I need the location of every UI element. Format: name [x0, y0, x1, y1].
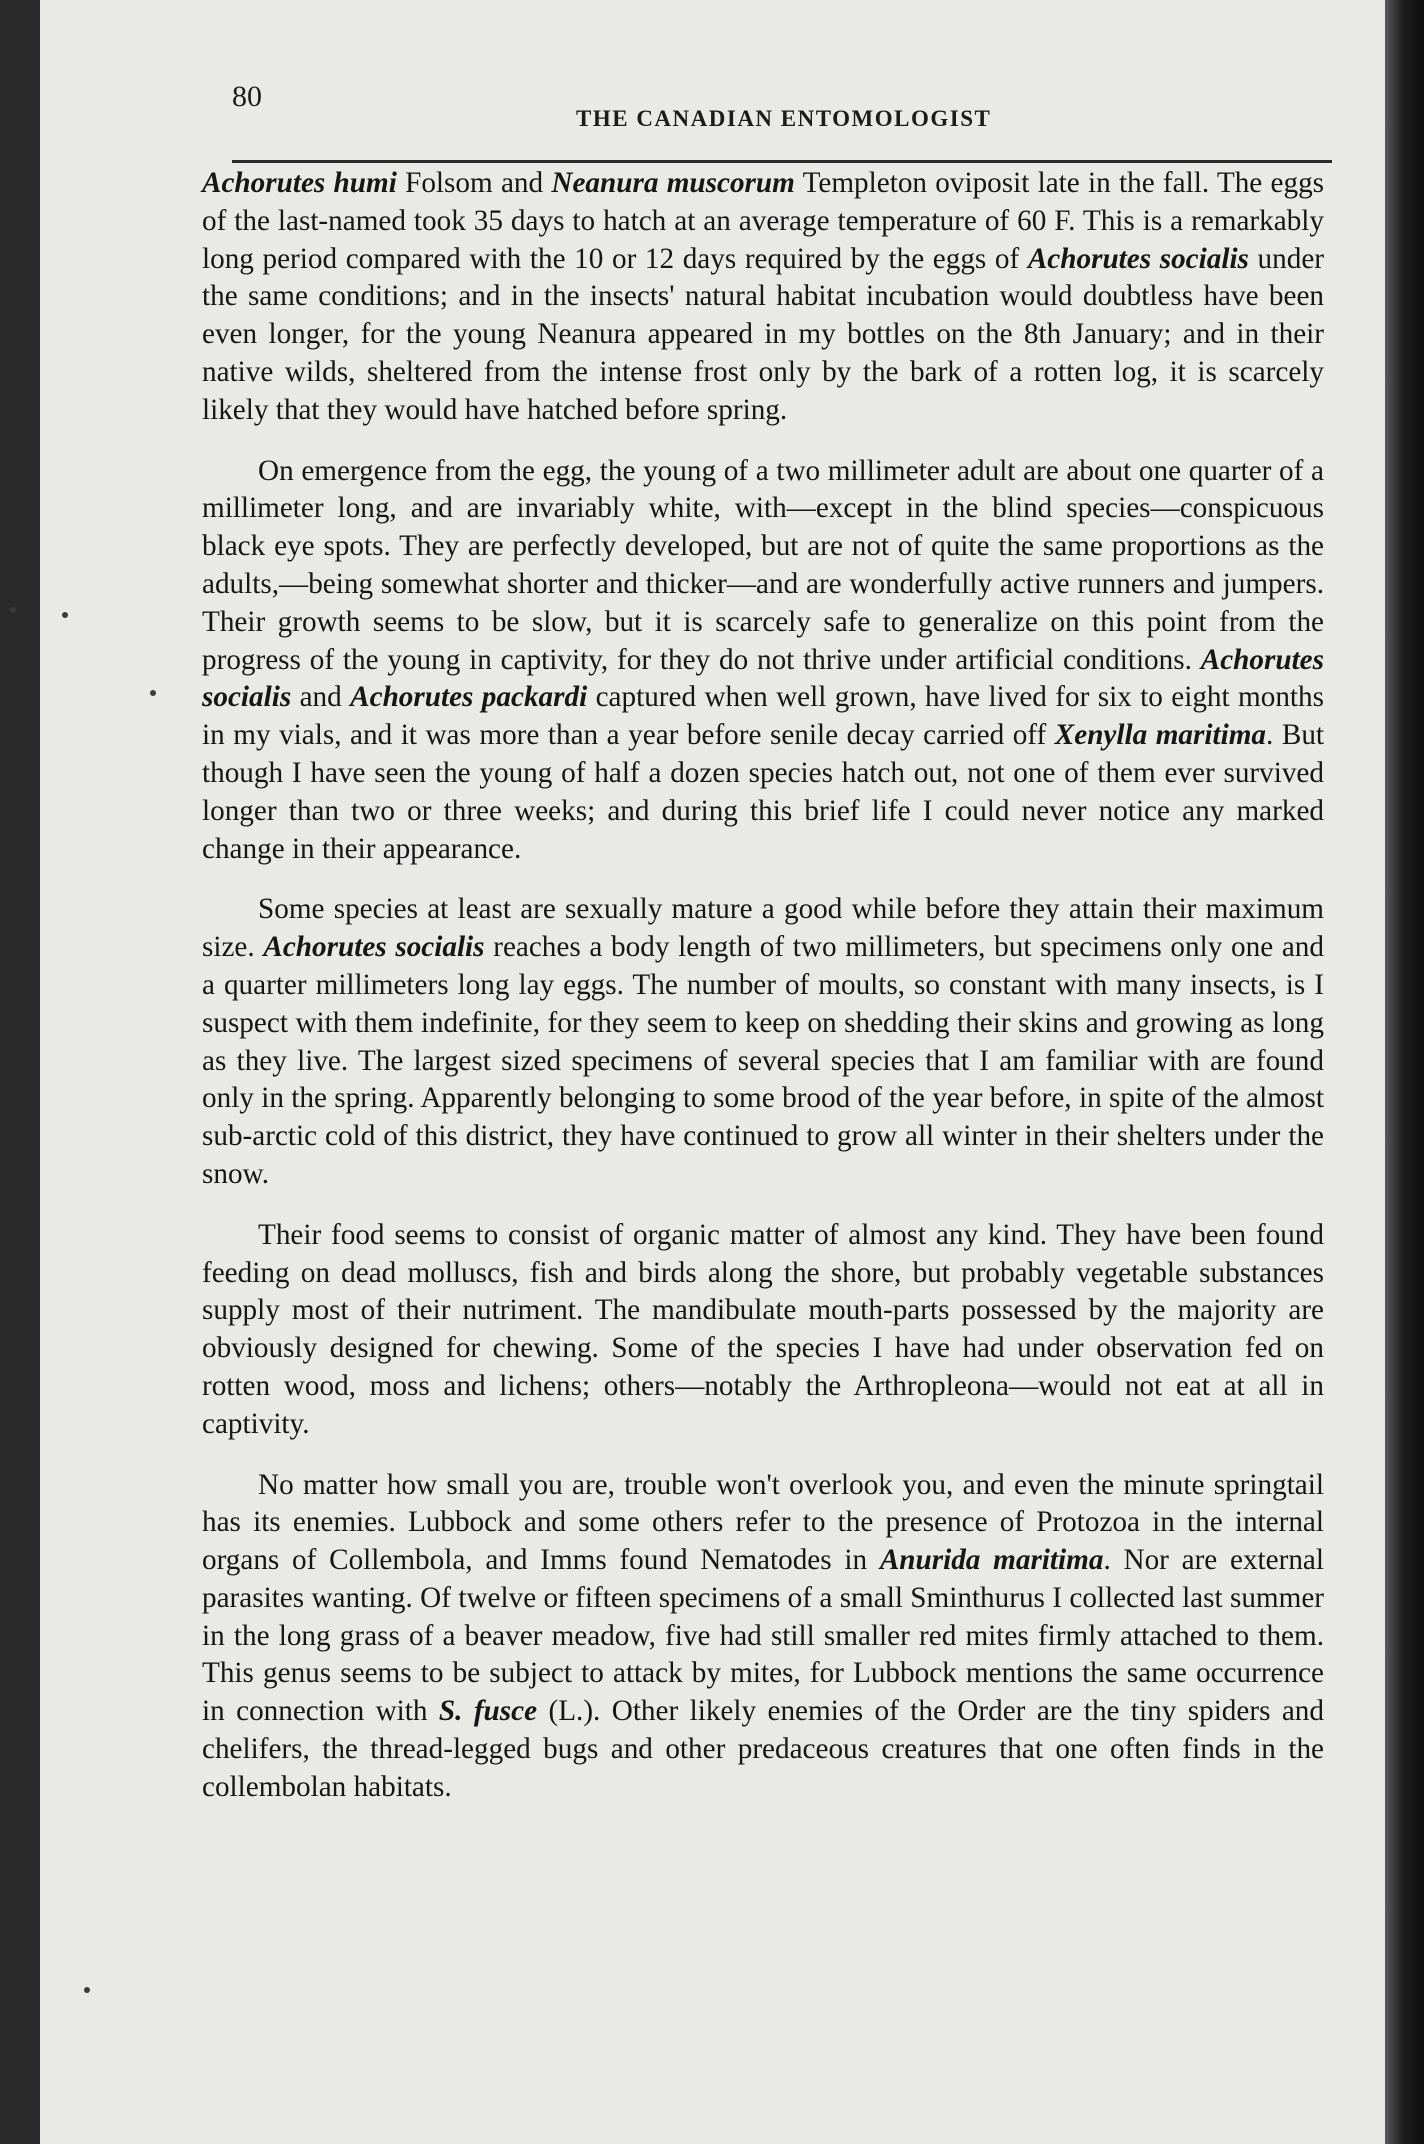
- paragraph: [202, 1467, 1324, 1807]
- running-head: THE CANADIAN ENTOMOLOGIST: [576, 106, 992, 131]
- text-run: Folsom and: [396, 167, 552, 199]
- text-run: . Nor are external parasites wanting. Of twelve or fifteen specimens of a small Sminthurus I collected last summer in the long grass of a beaver meadow, five had still smaller red mites firmly attached to them. This genus seems to be subject to attack by mites, for Lubbock mentions the same occurrence in connection with: [202, 1544, 1324, 1728]
- species-name: Achorutes socialis: [1027, 242, 1249, 275]
- species-name: Anurida maritima: [879, 1544, 1104, 1577]
- text-run: (L.). Other likely enemies of the Order are the tiny spiders and chelifers, the thread-legged bugs and other predaceous creatures that one often finds in the collembolan habitats.: [202, 1695, 1324, 1803]
- species-name: Achorutes socialis: [202, 643, 1324, 714]
- header-rule: [232, 160, 1332, 163]
- text-run: captured when well grown, have lived for six to eight months in my vials, and it was more than a year before senile decay carried off: [202, 681, 1324, 752]
- species-name: Achorutes packardi: [350, 681, 588, 714]
- paragraph: [202, 453, 1324, 869]
- species-name: Xenylla maritima: [1054, 719, 1267, 752]
- article-body: [202, 165, 1324, 1807]
- species-name: S. fusce: [438, 1695, 538, 1728]
- text-run: No matter how small you are, trouble won't overlook you, and even the minute springtail has its enemies. Lubbock and some others refer to the presence of Protozoa in the internal organs of Collembola, and Imms found Nematodes in: [202, 1468, 1324, 1577]
- binding-edge: [1385, 0, 1424, 2144]
- text-run: On emergence from the egg, the young of a two millimeter adult are about one quarter of a millimeter long, and are invariably white, with—except in the blind species—conspicuous black eye spots. They are perfectly developed, but are not of quite the same proportions as the adults,—being somewhat shorter and thicker—and are wonderfully active runners and jumpers. Their growth seems to be slow, but it is scarcely safe to generalize on this point from the progress of the young in captivity, for they do not thrive under artificial conditions.: [202, 454, 1324, 676]
- paragraph: [202, 1217, 1324, 1444]
- text-run: and: [291, 681, 351, 714]
- text-run: Their food seems to consist of organic matter of almost any kind. They have been found feeding on dead molluscs, fish and birds along the shore, but probably vegetable substances supply most of their nutriment. The mandibulate mouth-parts possessed by the majority are obviously designed for chewing. Some of the species I have had under observation fed on rotten wood, moss and lichens; others—notably the Arthropleona—would not eat at all in captivity.: [202, 1218, 1324, 1440]
- species-name: Achorutes humi: [202, 167, 397, 199]
- species-name: Neanura muscorum: [551, 167, 795, 199]
- text-run: . But though I have seen the young of half a dozen species hatch out, not one of them ever survived longer than two or three weeks; and during this brief life I could never notice any marked change in their appearance.: [202, 719, 1325, 865]
- species-name: Achorutes socialis: [263, 931, 485, 964]
- text-run: under the same conditions; and in the insects' natural habitat incubation would doubtless have been even longer, for the young Neanura appeared in my bottles on the 8th January; and in their native wilds, sheltered from the intense frost only by the bark of a rotten log, it is scarcely likely that they would have hatched before spring.: [202, 242, 1324, 426]
- text-run: Templeton oviposit late in the fall. The eggs of the last-named took 35 days to hatch at an average temperature of 60 F. This is a remarkably long period compared with the 10 or 12 days required by the eggs of: [202, 167, 1325, 275]
- page-number: 80: [232, 80, 262, 113]
- paragraph: [202, 165, 1324, 430]
- text-run: Some species at least are sexually mature a good while before they attain their maximum size.: [202, 893, 1324, 964]
- text-run: reaches a body length of two millimeters, but specimens only one and a quarter millimeters long lay eggs. The number of moults, so constant with many insects, is I suspect with them indefinite, for they seem to keep on shedding their skins and growing as long as they live. The largest sized specimens of several species that I am familiar with are found only in the spring. Apparently belonging to some brood of the year before, in spite of the almost sub-arctic cold of this district, they have continued to grow all winter in their shelters under the snow.: [202, 931, 1324, 1190]
- paragraph: [202, 891, 1324, 1193]
